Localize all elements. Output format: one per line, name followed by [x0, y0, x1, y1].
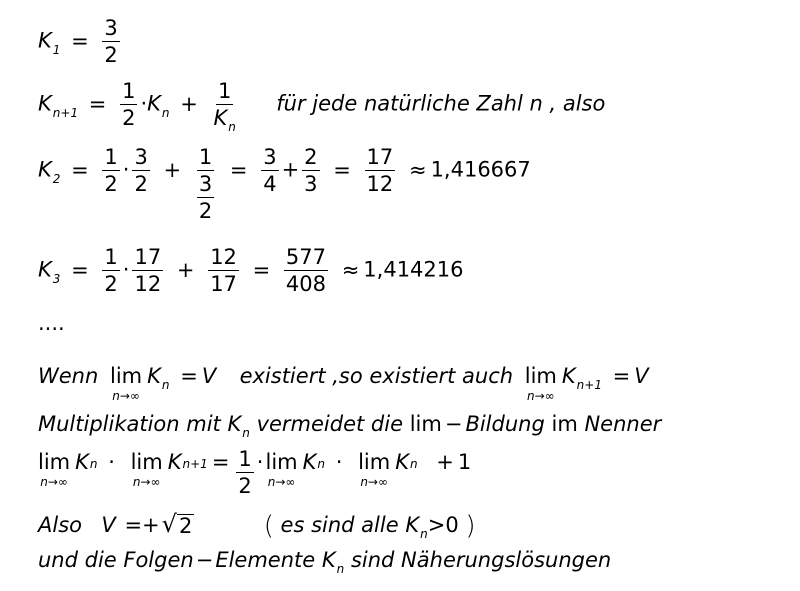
text-wenn: Wenn	[38, 364, 99, 388]
folgen-line	[38, 548, 612, 576]
denominator: 408	[285, 272, 326, 297]
dot-operator: ·	[335, 450, 343, 474]
lim-subscript: n→∞	[526, 389, 555, 403]
numerator: 3	[261, 146, 278, 171]
subscript: n	[317, 457, 326, 471]
text-im: im	[551, 412, 578, 436]
equals-plus-sign: =+	[124, 513, 160, 537]
one: 1	[457, 450, 472, 474]
text-nenner: Nenner	[584, 412, 662, 436]
text-vermeidet: vermeidet die	[256, 412, 403, 436]
limit	[525, 366, 557, 402]
dot-operator: ·	[140, 91, 148, 116]
subscript: 3	[52, 271, 61, 286]
fraction	[302, 146, 319, 195]
dots-text: ....	[38, 311, 65, 335]
denominator	[212, 105, 238, 135]
lim-word: lim	[130, 450, 163, 474]
close-paren-icon: )	[465, 511, 476, 541]
text-und-die: und die Folgen	[38, 548, 194, 572]
denominator: 12	[366, 172, 394, 197]
var-k: K	[167, 450, 182, 474]
denominator: 3	[304, 172, 318, 197]
lim-word: lim	[409, 412, 442, 436]
fraction	[365, 146, 396, 195]
subscript: 2	[52, 171, 61, 186]
text-multiplikation: Multiplikation mit	[38, 412, 221, 436]
numerator: 1	[102, 146, 119, 171]
fraction	[208, 246, 239, 295]
dot-operator: ·	[256, 450, 264, 474]
numerator: 1	[216, 80, 233, 105]
text-sind-naeherung: sind Näherungslösungen	[350, 548, 612, 572]
fraction	[132, 146, 149, 195]
var-k: K	[227, 412, 242, 436]
var-k: K	[405, 513, 420, 537]
ellipsis	[38, 313, 65, 334]
equals-sign: =	[180, 364, 198, 388]
approx-sign: ≈	[341, 257, 360, 282]
text-elemente: Elemente	[215, 548, 316, 572]
var-k: K	[38, 28, 52, 53]
numerator: 12	[208, 246, 239, 271]
dot-operator: ·	[122, 157, 130, 182]
approx-value-k2: 1,416667	[430, 157, 531, 182]
denominator: 2	[122, 106, 136, 131]
plus-sign: +	[163, 157, 182, 182]
equals-sign: =	[252, 257, 271, 282]
eq-recurrence	[38, 79, 606, 135]
text-fuer-jede: für jede natürliche Zahl n , also	[276, 91, 606, 116]
approx-value-k3: 1,414216	[363, 257, 464, 282]
limit	[358, 452, 390, 488]
equals-sign: =	[88, 91, 107, 116]
eq-k3	[38, 246, 464, 295]
limit	[265, 452, 297, 488]
text-bildung: Bildung	[465, 412, 545, 436]
denominator: 2	[104, 43, 118, 68]
equals-sign: =	[612, 364, 631, 388]
var-v: V	[634, 364, 649, 388]
var-k: K	[147, 364, 161, 388]
equals-sign: =	[211, 450, 230, 474]
gt-sign: >	[427, 513, 446, 537]
denominator	[195, 171, 216, 222]
subscript: n	[228, 120, 236, 135]
var-k: K	[38, 157, 52, 182]
lim-subscript: n→∞	[112, 389, 140, 403]
lim-word: lim	[524, 364, 557, 388]
numerator: 1	[197, 146, 214, 171]
numerator: 2	[302, 146, 319, 171]
radical-icon: √	[161, 510, 177, 538]
text-existiert: existiert ,so existiert auch	[239, 364, 514, 388]
plus-sign: +	[180, 91, 198, 116]
denominator: 2	[238, 474, 252, 499]
wenn-line	[38, 366, 649, 402]
lim-subscript: n→∞	[360, 475, 388, 489]
equals-sign: =	[71, 157, 89, 182]
var-k: K	[321, 548, 336, 572]
plus-sign: +	[176, 257, 195, 282]
var-k: K	[302, 450, 317, 474]
var-k: K	[38, 91, 52, 116]
lim-word: lim	[38, 450, 71, 474]
equals-sign: =	[333, 157, 351, 182]
var-k: K	[38, 257, 52, 282]
fraction	[102, 146, 119, 195]
var-k: K	[395, 450, 409, 474]
var-k: K	[147, 91, 161, 116]
sqrt-expression	[161, 510, 195, 538]
open-paren-icon: (	[263, 511, 274, 541]
fraction	[120, 80, 137, 129]
denominator: 2	[104, 172, 118, 197]
lim-word: lim	[358, 450, 391, 474]
text-es-sind-alle: es sind alle	[280, 513, 399, 537]
var-v: V	[101, 513, 116, 537]
fraction	[102, 17, 119, 66]
numerator: 3	[102, 17, 119, 42]
limit	[110, 366, 142, 402]
eq-k2	[38, 146, 531, 222]
denominator: 17	[210, 272, 237, 297]
fraction	[212, 79, 238, 135]
radicand: 2	[178, 514, 193, 538]
var-k: K	[75, 450, 89, 474]
denominator: 2	[104, 272, 118, 297]
equals-sign: =	[71, 28, 89, 53]
numerator: 3	[197, 173, 214, 198]
lim-subscript: n→∞	[132, 475, 161, 489]
limit	[38, 452, 70, 488]
subscript: n	[410, 457, 418, 471]
plus-sign: +	[436, 450, 454, 474]
lim-product-eq	[38, 447, 472, 499]
subscript: n	[161, 378, 170, 392]
numerator: 17	[132, 246, 163, 271]
subscript: n+1	[576, 378, 602, 392]
subscript: n	[420, 527, 428, 541]
minus-sign: −	[444, 412, 463, 436]
compound-fraction	[195, 146, 216, 222]
fraction	[236, 448, 253, 497]
eq-k1	[38, 17, 123, 66]
equals-sign: =	[229, 157, 248, 182]
numerator: 3	[132, 146, 149, 171]
numerator: 1	[120, 80, 137, 105]
denominator: 4	[263, 172, 277, 197]
lim-word: lim	[110, 364, 143, 388]
fraction	[132, 246, 163, 295]
var-k: K	[213, 106, 228, 131]
approx-sign: ≈	[408, 157, 427, 182]
limit	[131, 452, 163, 488]
subscript: n+1	[52, 105, 79, 120]
denominator: 2	[134, 172, 148, 197]
lim-subscript: n→∞	[267, 475, 296, 489]
equals-sign: =	[71, 257, 89, 282]
var-k: K	[561, 364, 576, 388]
subscript: 1	[52, 42, 61, 57]
dot-operator: ·	[122, 257, 130, 282]
numerator: 1	[102, 246, 119, 271]
var-v: V	[201, 364, 217, 388]
also-line	[38, 510, 476, 541]
plus-sign: +	[281, 157, 300, 182]
numerator: 17	[365, 146, 396, 171]
subscript: n	[89, 457, 98, 471]
multiplikation-line	[38, 412, 662, 440]
subscript: n+1	[182, 457, 208, 471]
denominator: 12	[134, 272, 162, 297]
denominator: 2	[198, 199, 213, 224]
fraction	[261, 146, 278, 195]
lim-word: lim	[265, 450, 298, 474]
lim-subscript: n→∞	[40, 475, 68, 489]
text-also: Also	[38, 513, 82, 537]
inner-fraction	[197, 173, 214, 222]
subscript: n	[161, 105, 170, 120]
subscript: n	[242, 426, 250, 440]
fraction	[284, 246, 328, 295]
subscript: n	[336, 562, 345, 576]
numerator: 1	[236, 448, 253, 473]
dot-operator: ·	[108, 450, 115, 474]
fraction	[102, 246, 119, 295]
minus-sign: −	[195, 548, 214, 572]
zero: 0	[445, 513, 459, 537]
numerator: 577	[284, 246, 328, 271]
